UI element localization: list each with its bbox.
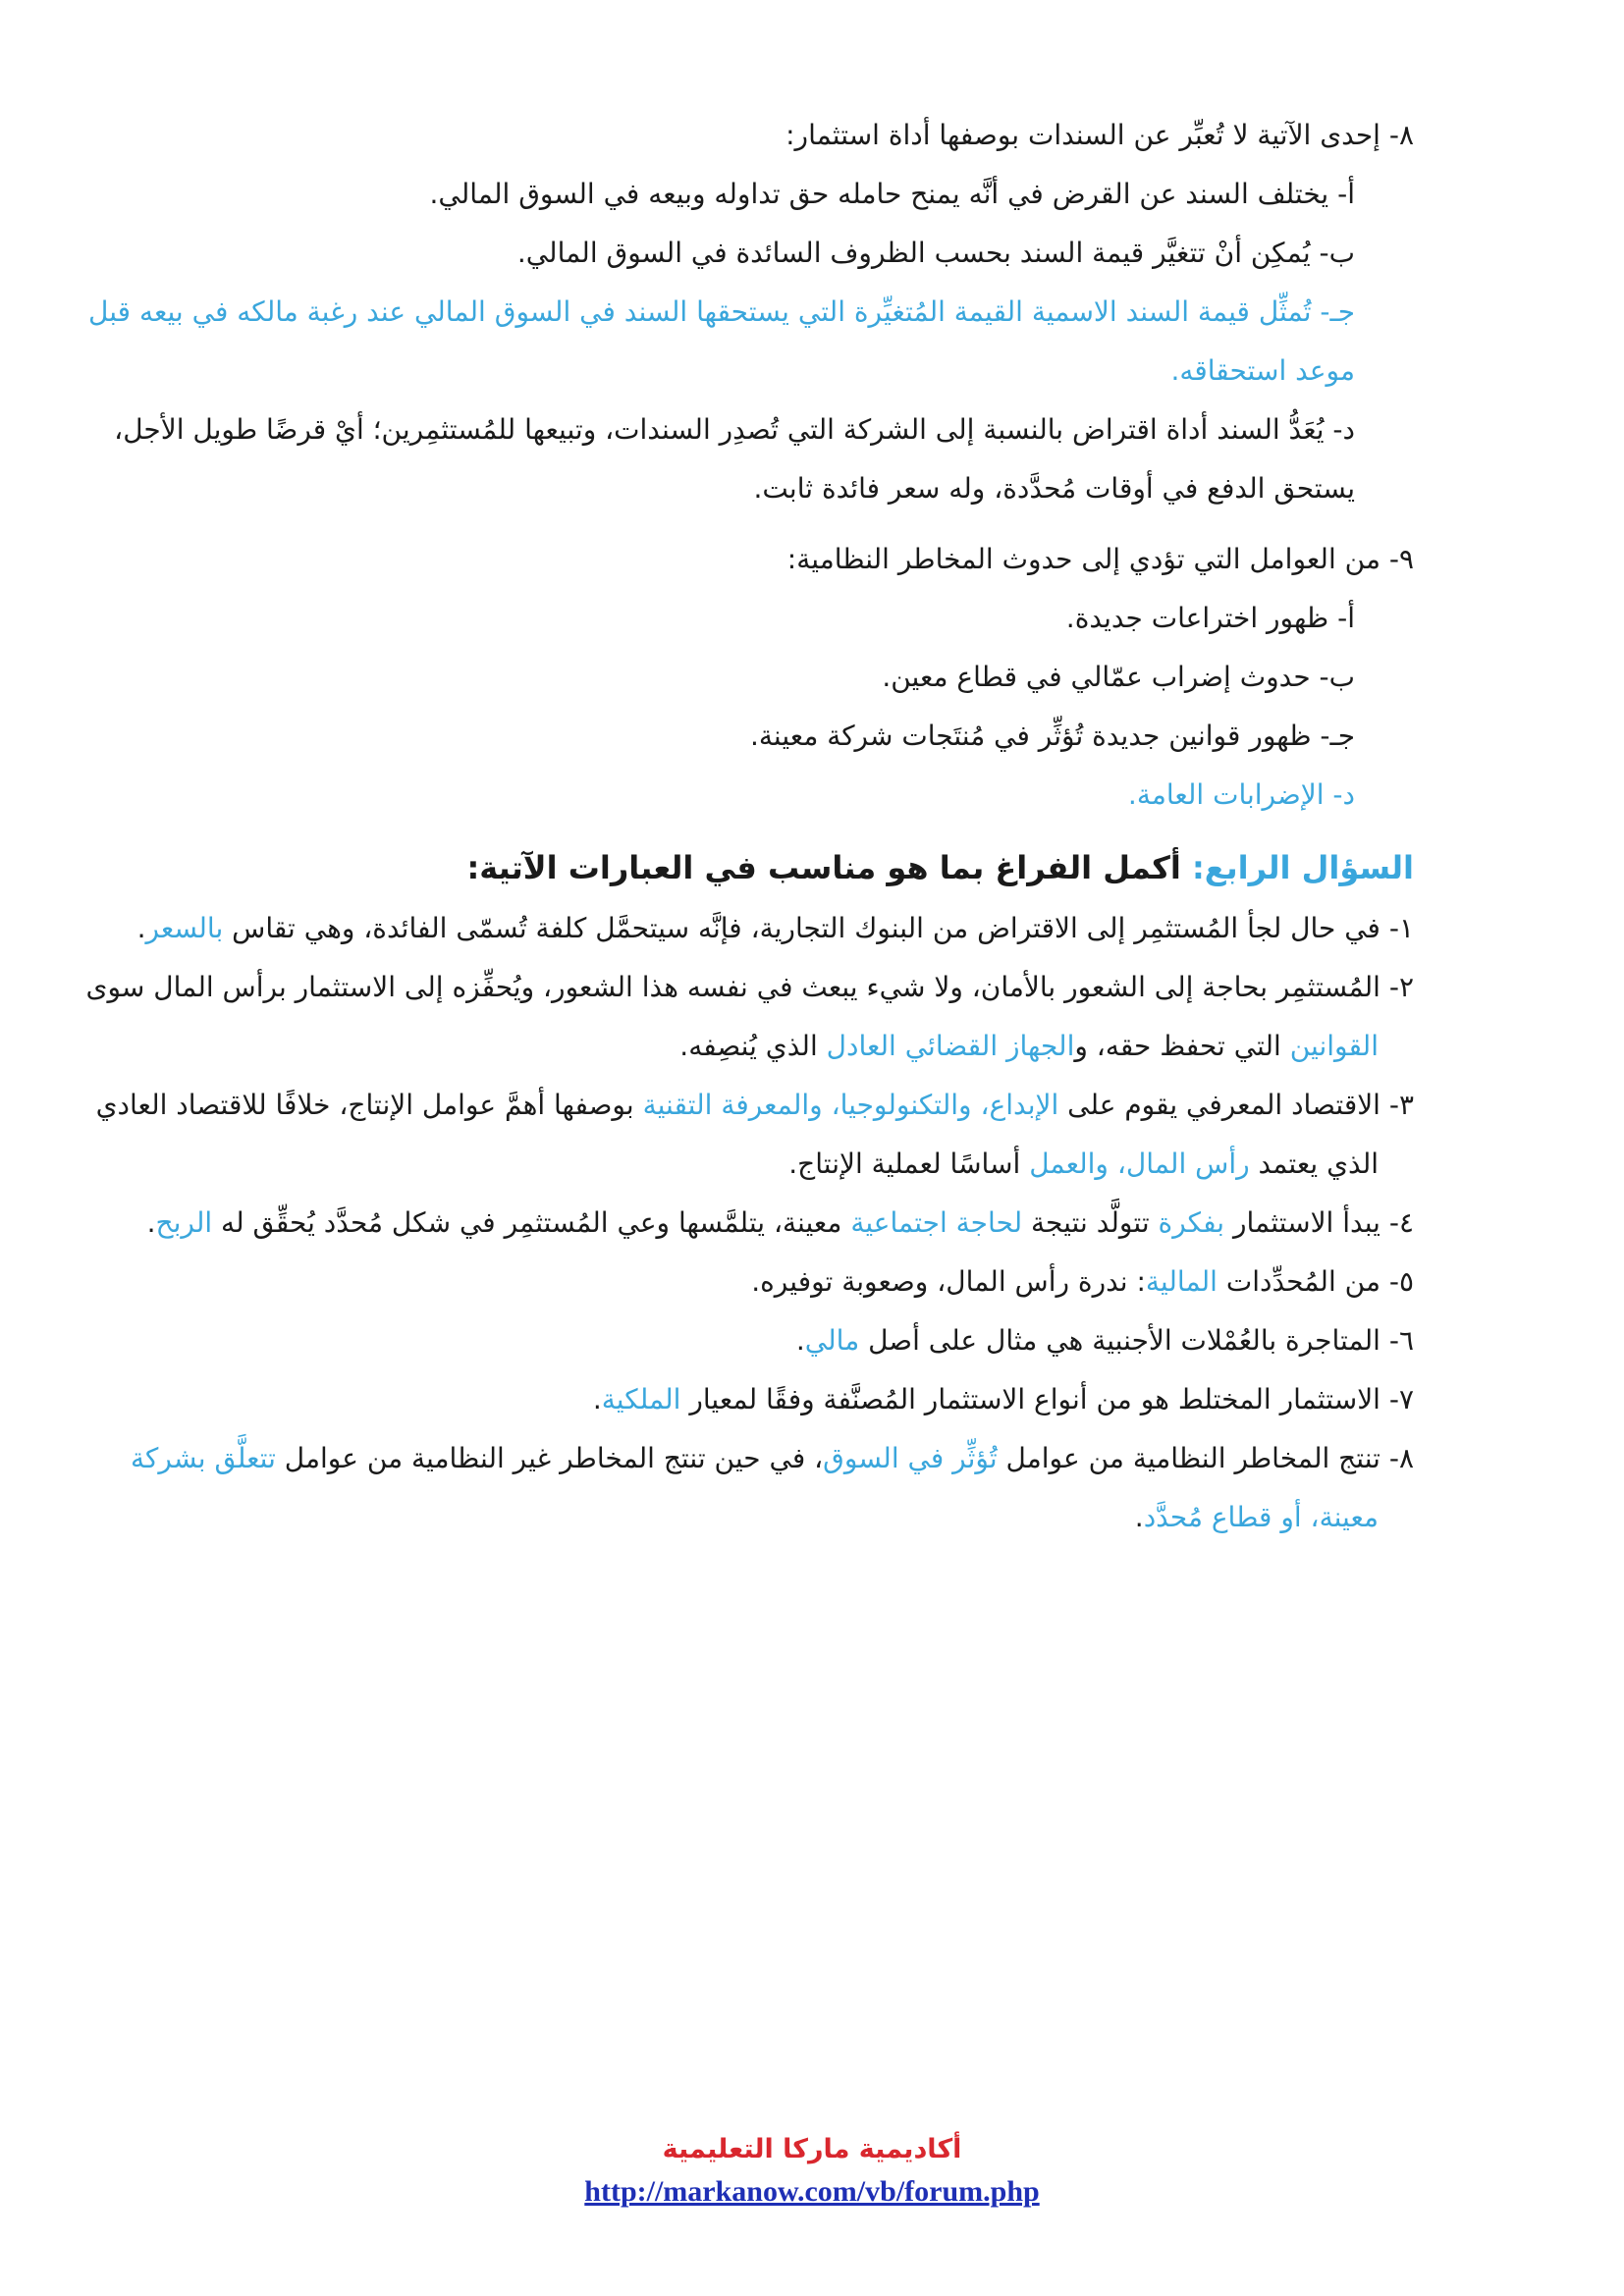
question-8-option-a: أ- يختلف السند عن القرض في أنَّه يمنح حامله حق تداوله وبيعه في السوق المالي. — [429, 178, 1355, 210]
question-9-option-d-answer: د- الإضرابات العامة. — [1127, 778, 1355, 811]
fill-answer: بفكرة — [1158, 1206, 1225, 1239]
fill-answer: مالي — [804, 1324, 860, 1357]
fill-answer: الجهاز القضائي العادل — [826, 1030, 1075, 1062]
question-8-option-c-answer: جـ- تُمثِّل قيمة السند الاسمية القيمة المُتغيِّرة التي يستحقها السند في السوق المالي عند رغبة مالكه في بيعه قبل موعد استحقاقه. — [88, 295, 1355, 387]
section-4-label: السؤال الرابع: — [1191, 849, 1414, 886]
question-8 — [79, 106, 1414, 518]
section-4-title: أكمل الفراغ بما هو مناسب في العبارات الآتية: — [466, 849, 1181, 886]
fill-answer: بالسعر — [145, 912, 224, 944]
fill-answer: القوانين — [1289, 1030, 1379, 1062]
question-9-option-a: أ- ظهور اختراعات جديدة. — [1065, 602, 1355, 634]
question-9-option-b: ب- حدوث إضراب عمّالي في قطاع معين. — [882, 661, 1355, 693]
fill-item-1: ١- في حال لجأ المُستثمِر إلى الاقتراض من البنوك التجارية، فإنَّه سيتحمَّل كلفة تُسمّى الفائدة، وهي تقاس بالسعر. — [136, 912, 1414, 944]
fill-item-6: ٦- المتاجرة بالعُمْلات الأجنبية هي مثال على أصل مالي. — [795, 1324, 1414, 1357]
question-8-option-b: ب- يُمكِن أنْ تتغيَّر قيمة السند بحسب الظروف السائدة في السوق المالي. — [516, 237, 1355, 269]
fill-item-4: ٤- يبدأ الاستثمار بفكرة تتولَّد نتيجة لحاجة اجتماعية معينة، يتلمَّسها وعي المُستثمِر في شكل مُحدَّد يُحقِّق له الربح. — [146, 1206, 1414, 1239]
fill-answer: تتعلَّق بشركة معينة، أو قطاع مُحدَّد — [131, 1442, 1379, 1533]
forum-link[interactable]: http://markanow.com/vb/forum.php — [584, 2175, 1040, 2208]
question-9-option-c: جـ- ظهور قوانين جديدة تُؤثِّر في مُنتَجات شركة معينة. — [750, 720, 1355, 752]
fill-item-7: ٧- الاستثمار المختلط هو من أنواع الاستثمار المُصنَّفة وفقًا لمعيار الملكية. — [592, 1383, 1414, 1415]
fill-answer: تُؤثِّر في السوق — [823, 1442, 998, 1474]
question-9 — [79, 530, 1414, 825]
academy-name: أكاديمية ماركا التعليمية — [662, 2134, 962, 2164]
question-8-option-d: د- يُعَدُّ السند أداة اقتراض بالنسبة إلى الشركة التي تُصدِر السندات، وتبيعها للمُستثمِرين؛ أيْ قرضًا طويل الأجل، يستحق الدفع في أوقات مُحدَّدة، وله سعر فائدة ثابت. — [114, 413, 1355, 505]
fill-answer: الملكية — [601, 1383, 681, 1415]
fill-item-3: ٣- الاقتصاد المعرفي يقوم على الإبداع، والتكنولوجيا، والمعرفة التقنية بوصفها أهمَّ عوامل الإنتاج، خلافًا للاقتصاد العادي الذي يعتمد رأس المال، والعمل أساسًا لعملية الإنتاج. — [95, 1089, 1414, 1180]
fill-answer: لحاجة اجتماعية — [850, 1206, 1023, 1239]
document-page — [79, 106, 1414, 1547]
fill-item-5: ٥- من المُحدِّدات المالية: ندرة رأس المال، وصعوبة توفيره. — [751, 1265, 1414, 1298]
fill-answer: رأس المال، والعمل — [1029, 1148, 1250, 1180]
fill-answer: المالية — [1145, 1265, 1218, 1298]
page-footer — [0, 2130, 1624, 2215]
fill-item-8: ٨- تنتج المخاطر النظامية من عوامل تُؤثِّر في السوق، في حين تنتج المخاطر غير النظامية من عوامل تتعلَّق بشركة معينة، أو قطاع مُحدَّد. — [131, 1442, 1414, 1533]
fill-item-2: ٢- المُستثمِر بحاجة إلى الشعور بالأمان، ولا شيء يبعث في نفسه هذا الشعور، ويُحفِّزه إلى الاستثمار برأس المال سوى القوانين التي تحفظ حقه، والجهاز القضائي العادل الذي يُنصِفه. — [85, 971, 1414, 1062]
section-4-heading — [79, 836, 1414, 899]
fill-in-list — [79, 899, 1414, 1547]
fill-answer: الربح — [155, 1206, 213, 1239]
question-9-stem: ٩- من العوامل التي تؤدي إلى حدوث المخاطر النظامية: — [786, 543, 1414, 575]
fill-answer: الإبداع، والتكنولوجيا، والمعرفة التقنية — [642, 1089, 1059, 1121]
question-8-stem: ٨- إحدى الآتية لا تُعبِّر عن السندات بوصفها أداة استثمار: — [785, 119, 1414, 151]
